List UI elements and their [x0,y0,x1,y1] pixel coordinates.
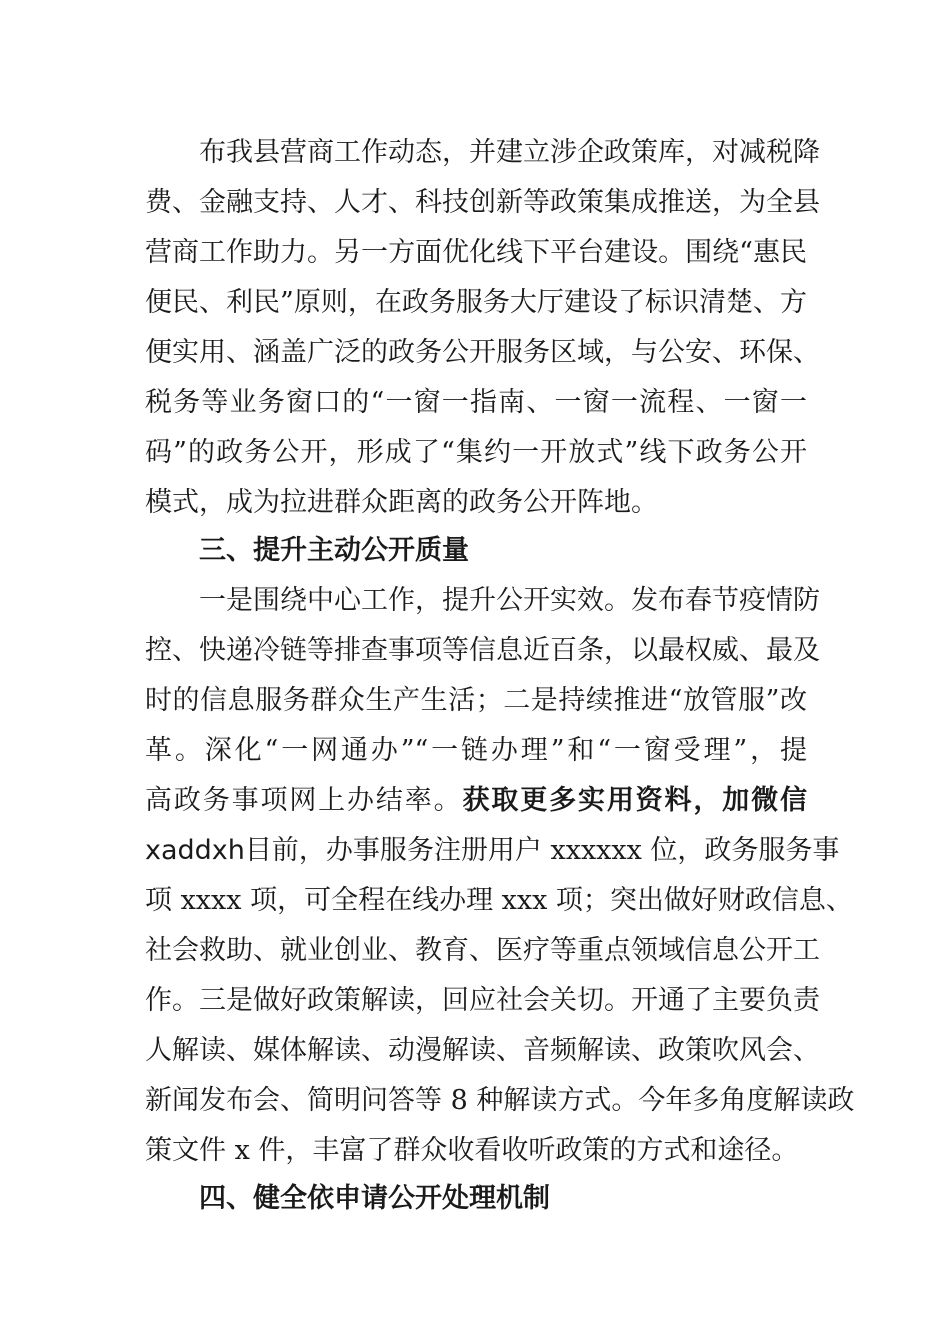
line-suffix: 目前，办事服务注册用户 xxxxxx 位，政务服务事 [244,835,840,866]
paragraph-line: 控、快递冷链等排查事项等信息近百条，以最权威、最及 [145,635,820,666]
paragraph-line: 布我县营商工作动态，并建立涉企政策库，对减税降 [199,137,820,168]
section-heading-3: 三、提升主动公开质量 [199,535,469,566]
paragraph-line: 税务等业务窗口的“一窗一指南、一窗一流程、一窗一 [145,387,807,418]
paragraph-line: 费、金融支持、人才、科技创新等政策集成推送，为全县 [145,187,820,218]
paragraph-line: 模式，成为拉进群众距离的政务公开阵地。 [145,487,658,518]
paragraph-line: 便实用、涵盖广泛的政务公开服务区域，与公安、环保、 [145,337,820,368]
paragraph-line: 时的信息服务群众生产生活；二是持续推进“放管服”改 [145,685,807,716]
promo-id: xaddxh [145,835,245,866]
paragraph-line: 一是围绕中心工作，提升公开实效。发布春节疫情防 [199,585,820,616]
paragraph-line: 便民、利民”原则，在政务服务大厅建设了标识清楚、方 [145,287,807,318]
paragraph-line-with-promo [145,776,807,826]
paragraph-line: 码”的政务公开，形成了“集约一开放式”线下政务公开 [145,437,807,468]
paragraph-line: 革。深化“一网通办”“一链办理”和“一窗受理”，提 [145,735,807,766]
paragraph-line: 作。三是做好政策解读，回应社会关切。开通了主要负责 [145,985,820,1016]
paragraph-line-with-id [145,826,840,876]
paragraph-line: 营商工作助力。另一方面优化线下平台建设。围绕“惠民 [145,237,807,268]
section-heading-4: 四、健全依申请公开处理机制 [199,1183,550,1214]
paragraph-line: 新闻发布会、简明问答等 8 种解读方式。今年多角度解读政 [145,1085,855,1116]
paragraph-line: 人解读、媒体解读、动漫解读、音频解读、政策吹风会、 [145,1035,820,1066]
paragraph-line: 项 xxxx 项，可全程在线办理 xxx 项；突出做好财政信息、 [145,885,853,916]
line-prefix: 高政务事项网上办结率。 [145,785,463,816]
paragraph-line: 策文件 x 件，丰富了群众收看收听政策的方式和途径。 [145,1135,799,1166]
paragraph-line: 社会救助、就业创业、教育、医疗等重点领域信息公开工 [145,935,820,966]
promo-text: 获取更多实用资料，加微信 [462,785,807,816]
